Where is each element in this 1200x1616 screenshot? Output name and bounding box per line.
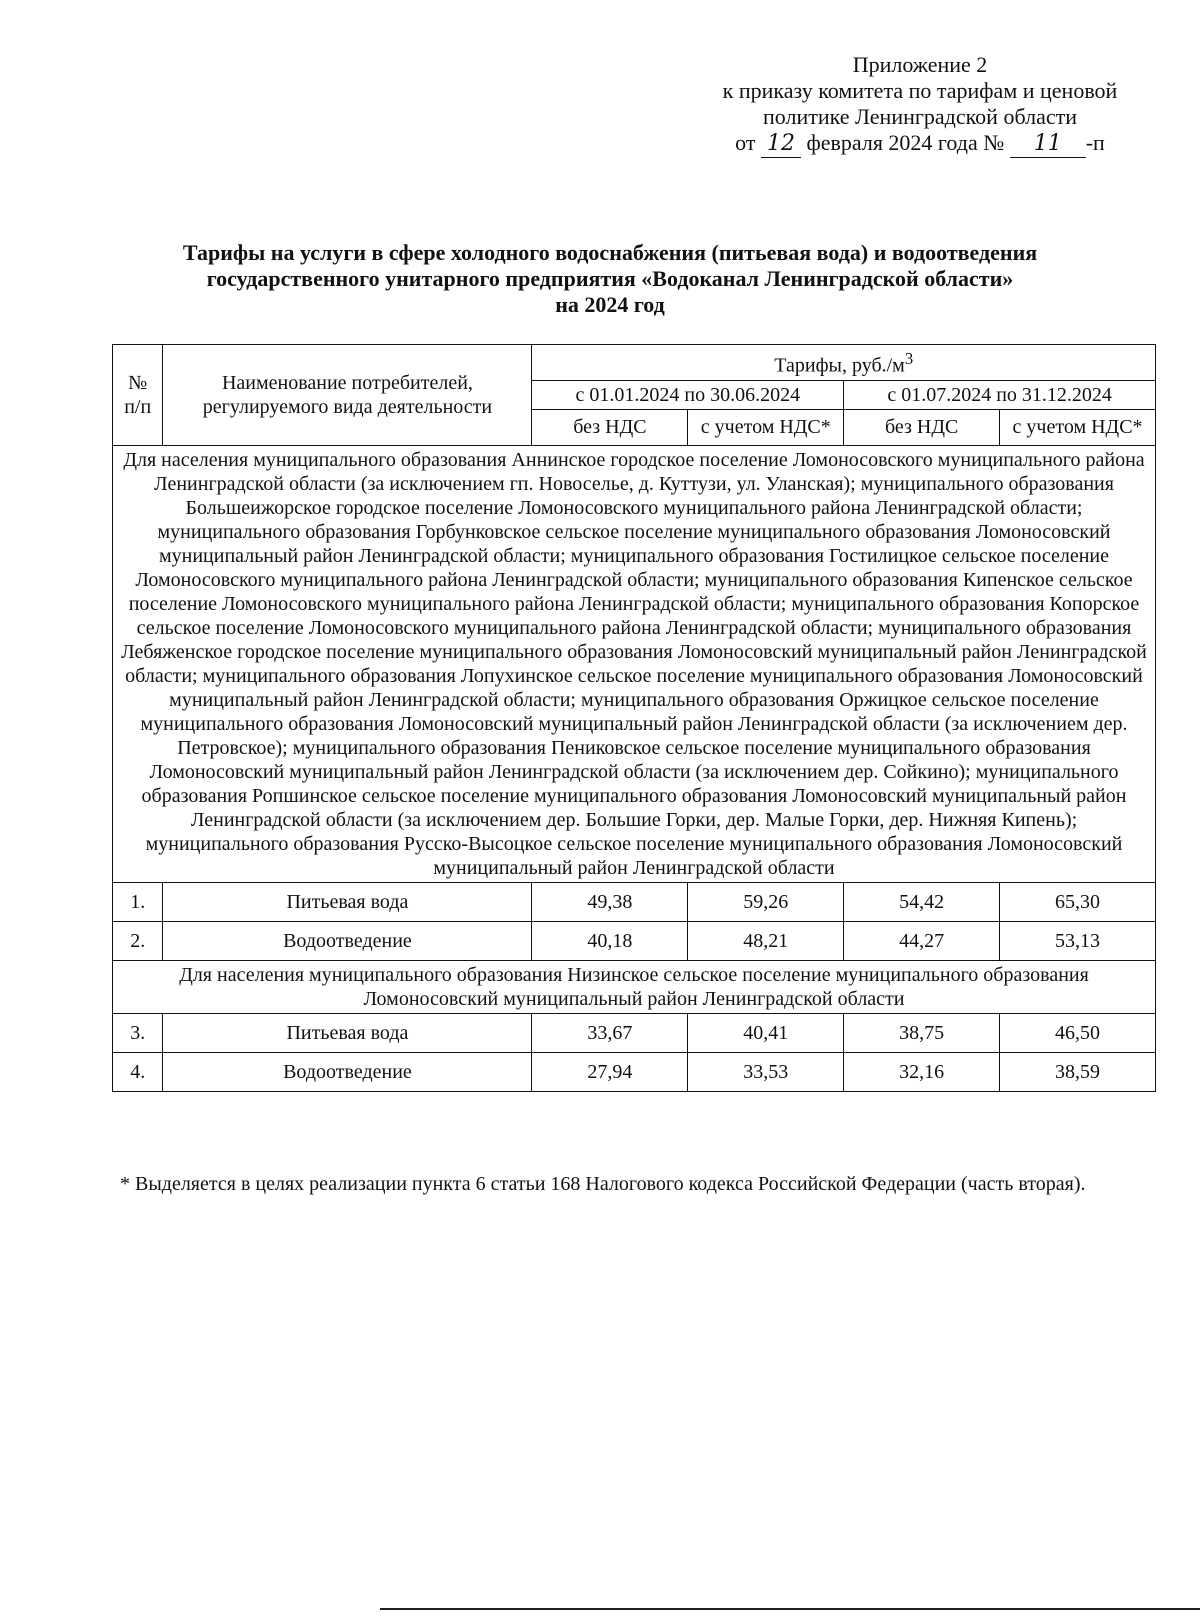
table-row bbox=[113, 1052, 1156, 1091]
row-value: 46,50 bbox=[1000, 1013, 1156, 1052]
scan-edge-line bbox=[380, 1608, 1200, 1610]
header-period-2: с 01.07.2024 по 31.12.2024 bbox=[844, 380, 1156, 409]
row-value: 40,18 bbox=[532, 921, 688, 960]
table-row bbox=[113, 1013, 1156, 1052]
appendix-date-line bbox=[650, 130, 1190, 158]
date-prefix: от bbox=[735, 130, 756, 155]
row-value: 53,13 bbox=[1000, 921, 1156, 960]
row-value: 48,21 bbox=[688, 921, 844, 960]
appendix-committee: политике Ленинградской области bbox=[762, 104, 1077, 129]
row-num: 3. bbox=[113, 1013, 163, 1052]
header-num: № п/п bbox=[113, 345, 163, 446]
header-row-1 bbox=[113, 345, 1156, 381]
group-2-description: Для населения муниципального образования Низинское сельское поселение муниципального образования Ломоносовский муниципальный район Ленинградской области bbox=[113, 960, 1156, 1013]
header-with-vat-2: с учетом НДС* bbox=[1000, 409, 1156, 445]
row-value: 44,27 bbox=[844, 921, 1000, 960]
group-row-2 bbox=[113, 960, 1156, 1013]
row-value: 33,53 bbox=[688, 1052, 844, 1091]
table-row bbox=[113, 882, 1156, 921]
row-value: 33,67 bbox=[532, 1013, 688, 1052]
row-name: Водоотведение bbox=[163, 1052, 532, 1091]
appendix-title: Приложение 2 bbox=[852, 52, 988, 77]
date-suffix: -п bbox=[1085, 130, 1105, 155]
appendix-block bbox=[650, 52, 1190, 158]
header-tariffs-text: Тарифы, руб./м bbox=[774, 354, 905, 377]
header-tariffs-sup: 3 bbox=[904, 349, 914, 368]
row-value: 54,42 bbox=[844, 882, 1000, 921]
appendix-order-ref: к приказу комитета по тарифам и ценовой bbox=[722, 78, 1118, 103]
handwritten-day: 12 bbox=[761, 131, 801, 158]
footnote: * Выделяется в целях реализации пункта 6 статьи 168 Налогового кодекса Российской Федерации (часть вторая). bbox=[120, 1173, 1086, 1195]
header-tariffs bbox=[532, 345, 1156, 381]
row-value: 38,59 bbox=[1000, 1052, 1156, 1091]
row-value: 32,16 bbox=[844, 1052, 1000, 1091]
header-period-1: с 01.01.2024 по 30.06.2024 bbox=[532, 380, 844, 409]
group-row-1 bbox=[113, 445, 1156, 882]
tariffs-table bbox=[112, 344, 1156, 1092]
row-value: 49,38 bbox=[532, 882, 688, 921]
header-no-vat-1: без НДС bbox=[532, 409, 688, 445]
row-value: 38,75 bbox=[844, 1013, 1000, 1052]
header-name: Наименование потребителей, регулируемого вида деятельности bbox=[163, 345, 532, 446]
handwritten-order-number: 11 bbox=[1010, 131, 1086, 158]
header-with-vat-1: с учетом НДС* bbox=[688, 409, 844, 445]
row-num: 2. bbox=[113, 921, 163, 960]
row-value: 27,94 bbox=[532, 1052, 688, 1091]
row-name: Питьевая вода bbox=[163, 1013, 532, 1052]
date-middle: февраля 2024 года № bbox=[806, 130, 1005, 155]
header-no-vat-2: без НДС bbox=[844, 409, 1000, 445]
row-num: 1. bbox=[113, 882, 163, 921]
row-value: 65,30 bbox=[1000, 882, 1156, 921]
row-name: Питьевая вода bbox=[163, 882, 532, 921]
row-value: 59,26 bbox=[688, 882, 844, 921]
title-line-2: государственного унитарного предприятия «Водоканал Ленинградской области» bbox=[206, 266, 1014, 291]
title-line-1: Тарифы на услуги в сфере холодного водоснабжения (питьевая вода) и водоотведения bbox=[182, 240, 1038, 265]
table-row bbox=[113, 921, 1156, 960]
row-name: Водоотведение bbox=[163, 921, 532, 960]
row-value: 40,41 bbox=[688, 1013, 844, 1052]
group-1-description: Для населения муниципального образования Аннинское городское поселение Ломоносовского муниципального района Ленинградской области (за исключением гп. Новоселье, д. Куттузи, ул. Уланская); муниципального образования Большеижорское городское поселение Ломоносовского муниципального района Ленинградской области; муниципального образования Горбунковское сельское поселение муниципального образования Ломоносовский муниципальный район Ленинградской области; муниципального образования Гостилицкое сельское поселение Ломоносовского муниципального района Ленинградской области; муниципального образования Кипенское сельское поселение Ломоносовского муниципального района Ленинградской области; муниципального образования Копорское сельское поселение Ломоносовского муниципального района Ленинградской области; муниципального образования Лебяженское городское поселение муниципального образования Ломоносовский муниципальный район Ленинградской области; муниципального образования Лопухинское сельское поселение муниципального образования Ломоносовский муниципальный район Ленинградской области; муниципального образования Оржицкое сельское поселение муниципального образования Ломоносовский муниципальный район Ленинградской области (за исключением дер. Петровское); муниципального образования Пениковское сельское поселение муниципального образования Ломоносовский муниципальный район Ленинградской области (за исключением дер. Сойкино); муниципального образования Ропшинское сельское поселение муниципального образования Ломоносовский муниципальный район Ленинградской области (за исключением дер. Большие Горки, дер. Малые Горки, дер. Нижняя Кипень); муниципального образования Русско-Высоцкое сельское поселение муниципального образования Ломоносовский муниципальный район Ленинградской области bbox=[113, 445, 1156, 882]
row-num: 4. bbox=[113, 1052, 163, 1091]
document-title bbox=[110, 240, 1110, 318]
title-line-3: на 2024 год bbox=[555, 292, 665, 317]
